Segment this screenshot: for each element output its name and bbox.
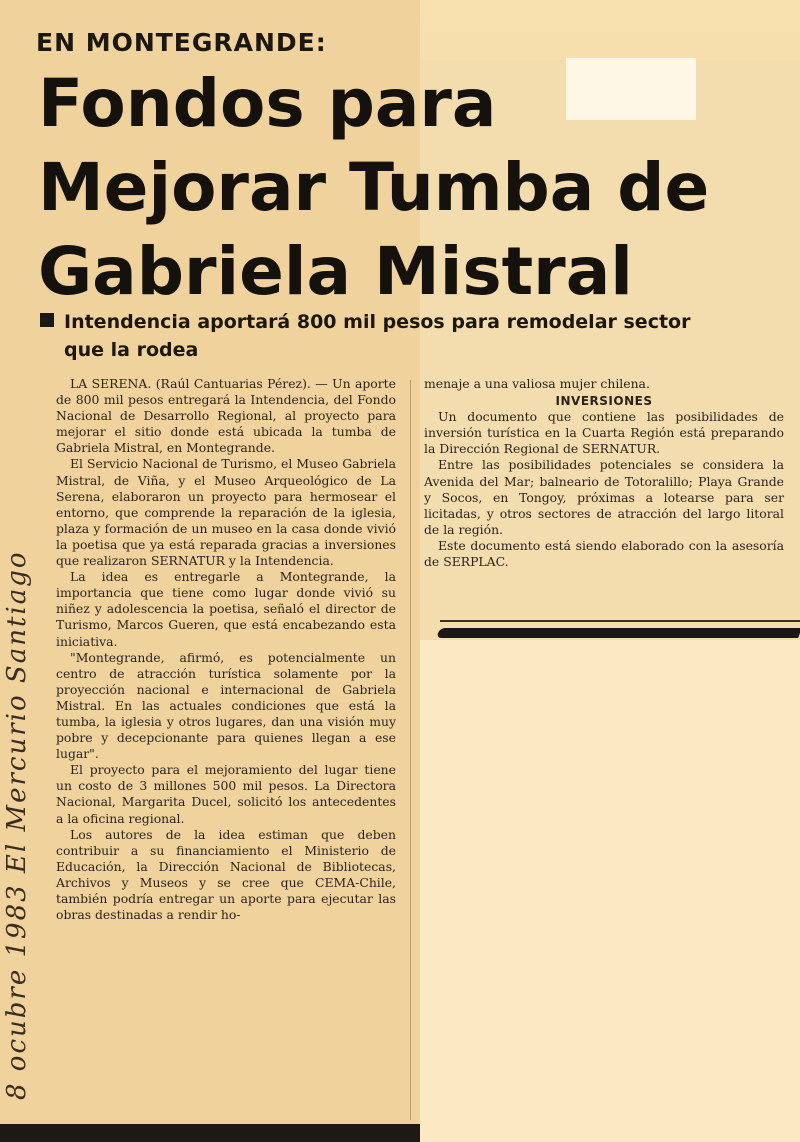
- paragraph: "Montegrande, afirmó, es potencialmente un centro de atracción turística solamente por la proyección nacional e internacional de Gabriela Mistral. En las actuales condiciones que está la tumba, la iglesia y otros lugares, dan una visión muy pobre y decepcionante para quienes llegan a ese lugar".: [56, 649, 396, 762]
- handwritten-note: 8 ocubre 1983 El Mercurio Santiago: [2, 550, 32, 1100]
- subheadline: [40, 308, 770, 364]
- bottom-rule: [0, 1124, 420, 1142]
- paragraph: Un documento que contiene las posibilidades de inversión turística en la Cuarta Región está preparando la Dirección Regional de SERNATUR.: [424, 409, 784, 457]
- headline-line-2: Mejorar Tumba de: [38, 149, 710, 226]
- paragraph: LA SERENA. (Raúl Cantuarias Pérez). — Un aporte de 800 mil pesos entregará la Intendencia, del Fondo Nacional de Desarrollo Regional, al proyecto para mejorar el sitio donde está ubicada la tumba de Gabriela Mistral, en Montegrande.: [56, 376, 396, 456]
- continued-paragraph: menaje a una valiosa mujer chilena.: [424, 376, 650, 391]
- column-divider: [410, 380, 411, 1120]
- blank-background: [420, 640, 800, 1142]
- paragraph: La idea es entregarle a Montegrande, la importancia que tiene como lugar donde vivió su niñez y adolescencia la poetisa, señaló el director de Turismo, Marcos Gueren, que está encabezando esta iniciativa.: [56, 569, 396, 649]
- headline-line-3: Gabriela Mistral: [38, 233, 633, 310]
- subheadline-line-2: que la rodea: [64, 339, 199, 361]
- paragraph: Entre las posibilidades potenciales se considera la Avenida del Mar; balneario de Totoralillo; Playa Grande y Socos, en Tongoy, próximas a lotearse para ser licitadas, y otros sectores de atracción del largo litoral de la región.: [424, 457, 784, 537]
- end-rule-thick: [436, 628, 800, 638]
- right-column: [424, 376, 784, 570]
- paragraph: Los autores de la idea estiman que deben contribuir a su financiamiento el Ministerio de Educación, la Dirección Nacional de Bibliotecas, Archivos y Museos y se cree que CEMA-Chile, también podría entregar un aporte para ejecutar las obras destinadas a rendir ho-: [56, 826, 396, 923]
- end-rule-thin: [440, 620, 800, 622]
- square-bullet-icon: [40, 313, 54, 327]
- paragraph: El proyecto para el mejoramiento del lugar tiene un costo de 3 millones 500 mil pesos. La Directora Nacional, Margarita Ducel, solicitó los antecedentes a la oficina regional.: [56, 762, 396, 826]
- paragraph: El Servicio Nacional de Turismo, el Museo Gabriela Mistral, de Viña, y el Museo Arqueológico de La Serena, elaboraron un proyecto para hermosear el entorno, que comprende la reparación de la iglesia, plaza y formación de un museo en la casa donde vivió la poetisa que ya está reparada gracias a inversiones que realizaron SERNATUR y la Intendencia.: [56, 456, 396, 569]
- subheadline-line-1: [40, 308, 770, 336]
- subheadline-text-1: Intendencia aportará 800 mil pesos para remodelar sector: [64, 311, 691, 333]
- headline: [38, 62, 778, 314]
- headline-line-1: Fondos para: [38, 65, 497, 142]
- section-heading: INVERSIONES: [555, 394, 653, 409]
- left-column: [56, 376, 396, 923]
- paragraph: Este documento está siendo elaborado con la asesoría de SERPLAC.: [424, 537, 784, 570]
- kicker: EN MONTEGRANDE:: [36, 28, 327, 57]
